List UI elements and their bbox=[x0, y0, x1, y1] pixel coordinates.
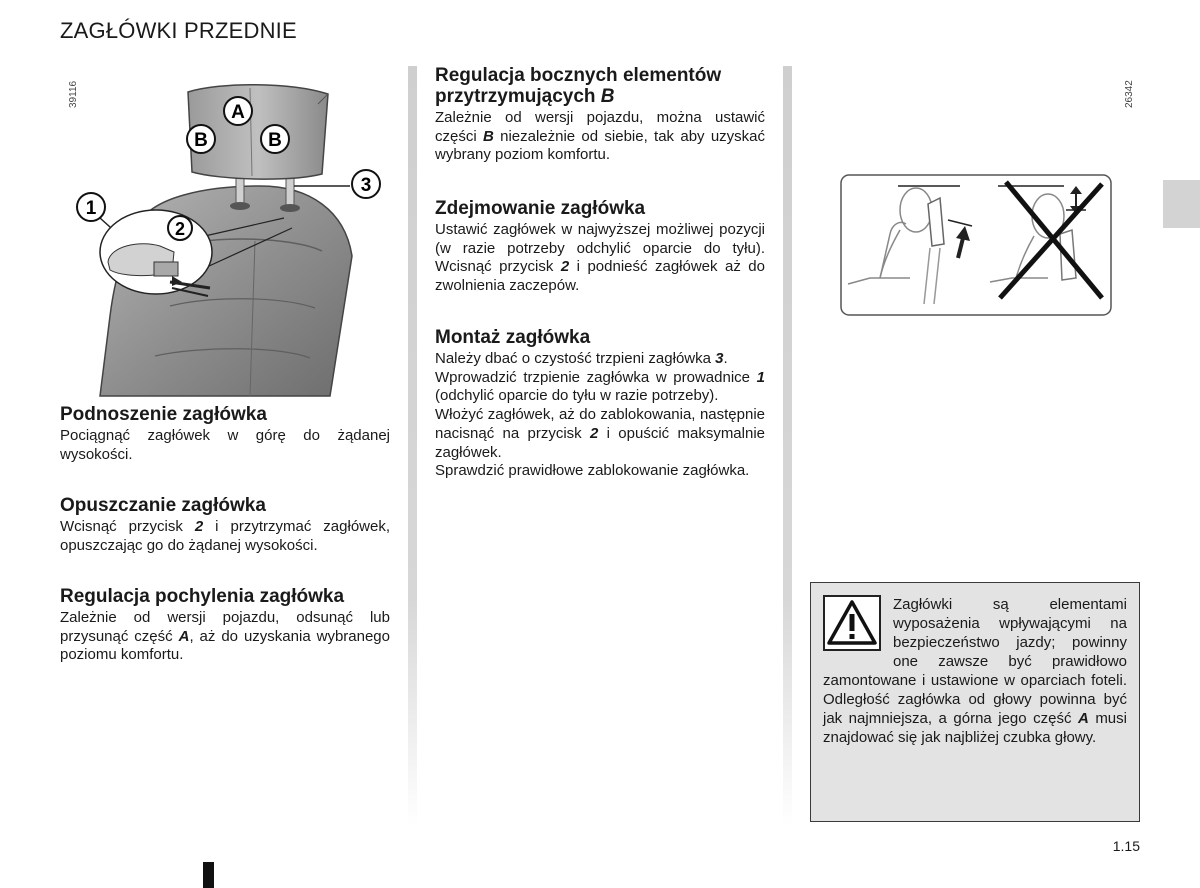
svg-text:1: 1 bbox=[85, 198, 97, 219]
section-side-supports bbox=[435, 65, 765, 165]
heading-fitting: Montaż zagłówka bbox=[435, 327, 591, 348]
body-tilt: Zależnie od wersji pojazdu, odsunąć lub przysunąć część A, aż do uzyskania wybranego poziomu komfortu. bbox=[60, 609, 390, 664]
section-removal bbox=[435, 198, 765, 296]
svg-text:A: A bbox=[231, 102, 245, 123]
svg-text:B: B bbox=[268, 130, 282, 151]
section-tilt bbox=[60, 586, 390, 665]
ref-post-3: 3 bbox=[715, 350, 724, 367]
svg-text:3: 3 bbox=[360, 175, 372, 196]
headrest-position-illustration bbox=[840, 174, 1112, 316]
section-fitting bbox=[435, 327, 765, 481]
ref-guide-1: 1 bbox=[756, 368, 765, 386]
ref-button-2: 2 bbox=[590, 424, 599, 442]
callout-1 bbox=[77, 193, 105, 221]
image-reference-right: 26342 bbox=[1124, 80, 1135, 108]
body-fitting-1: Należy dbać o czystość trzpieni zagłówka 3. bbox=[435, 350, 728, 367]
section-lowering bbox=[60, 495, 390, 555]
body-fitting-3: Włożyć zagłówek, aż do zablokowania, następnie nacisnąć na przycisk 2 i opuścić maksymalnie zagłówek. bbox=[435, 406, 766, 461]
callout-3 bbox=[352, 170, 380, 198]
callout-b-left bbox=[187, 125, 215, 153]
heading-lowering: Opuszczanie zagłówka bbox=[60, 495, 266, 516]
warning-box bbox=[810, 582, 1140, 822]
heading-removal: Zdejmowanie zagłówka bbox=[435, 198, 646, 219]
ref-part-b-heading: B bbox=[600, 86, 615, 107]
callout-b-right bbox=[261, 125, 289, 153]
image-reference-left: 39116 bbox=[68, 80, 79, 108]
ref-button-2: 2 bbox=[560, 258, 570, 276]
ref-button-2: 2 bbox=[194, 518, 204, 535]
section-raising bbox=[60, 404, 390, 464]
heading-side-supports: Regulacja bocznych elementów przytrzymujących B bbox=[435, 65, 722, 107]
column-divider-right bbox=[783, 66, 792, 826]
callout-a bbox=[224, 97, 252, 125]
ref-part-b: B bbox=[482, 127, 494, 145]
body-fitting-4: Sprawdzić prawidłowe zablokowanie zagłówka. bbox=[435, 462, 750, 480]
page-number: 1.15 bbox=[1112, 838, 1140, 854]
body-lowering: Wcisnąć przycisk 2 i przytrzymać zagłówek, opuszczając go do żądanej wysokości. bbox=[60, 518, 391, 554]
crop-mark bbox=[203, 862, 214, 888]
body-removal: Ustawić zagłówek w najwyższej możliwej pozycji (w razie potrzeby odchylić oparcie do tyłu). Wcisnąć przycisk 2 i podnieść zagłówek aż do zwolnienia zaczepów. bbox=[435, 221, 765, 295]
heading-raising: Podnoszenie zagłówka bbox=[60, 404, 267, 425]
svg-text:2: 2 bbox=[174, 219, 186, 239]
column-divider-left bbox=[408, 66, 417, 826]
callout-2 bbox=[168, 216, 192, 240]
body-fitting-2: Wprowadzić trzpienie zagłówka w prowadnice 1 (odchylić oparcie do tyłu w razie potrzeby). bbox=[435, 368, 765, 405]
warning-text: Zagłówki są elementami wyposażenia wpływającymi na bezpieczeństwo jazdy; powinny one zawsze być prawidłowo zamontowane i ustawione w oparciach foteli. Odległość zagłówka od głowy powinna być jak najmniejsza, a górna jego część A musi znajdować się jak najbliżej czubka głowy. bbox=[823, 596, 1127, 746]
section-tab bbox=[1163, 180, 1200, 228]
figure-callouts bbox=[60, 76, 400, 398]
body-raising: Pociągnąć zagłówek w górę do żądanej wysokości. bbox=[60, 427, 390, 463]
heading-tilt: Regulacja pochylenia zagłówka bbox=[60, 586, 345, 607]
ref-part-a: A bbox=[178, 627, 190, 645]
svg-text:B: B bbox=[194, 130, 208, 151]
page-title: ZAGŁÓWKI PRZEDNIE bbox=[60, 18, 297, 43]
body-side-supports: Zależnie od wersji pojazdu, można ustawić części B niezależnie od siebie, tak aby uzyskać wybrany poziom komfortu. bbox=[435, 109, 766, 164]
ref-part-a: A bbox=[1077, 710, 1089, 727]
